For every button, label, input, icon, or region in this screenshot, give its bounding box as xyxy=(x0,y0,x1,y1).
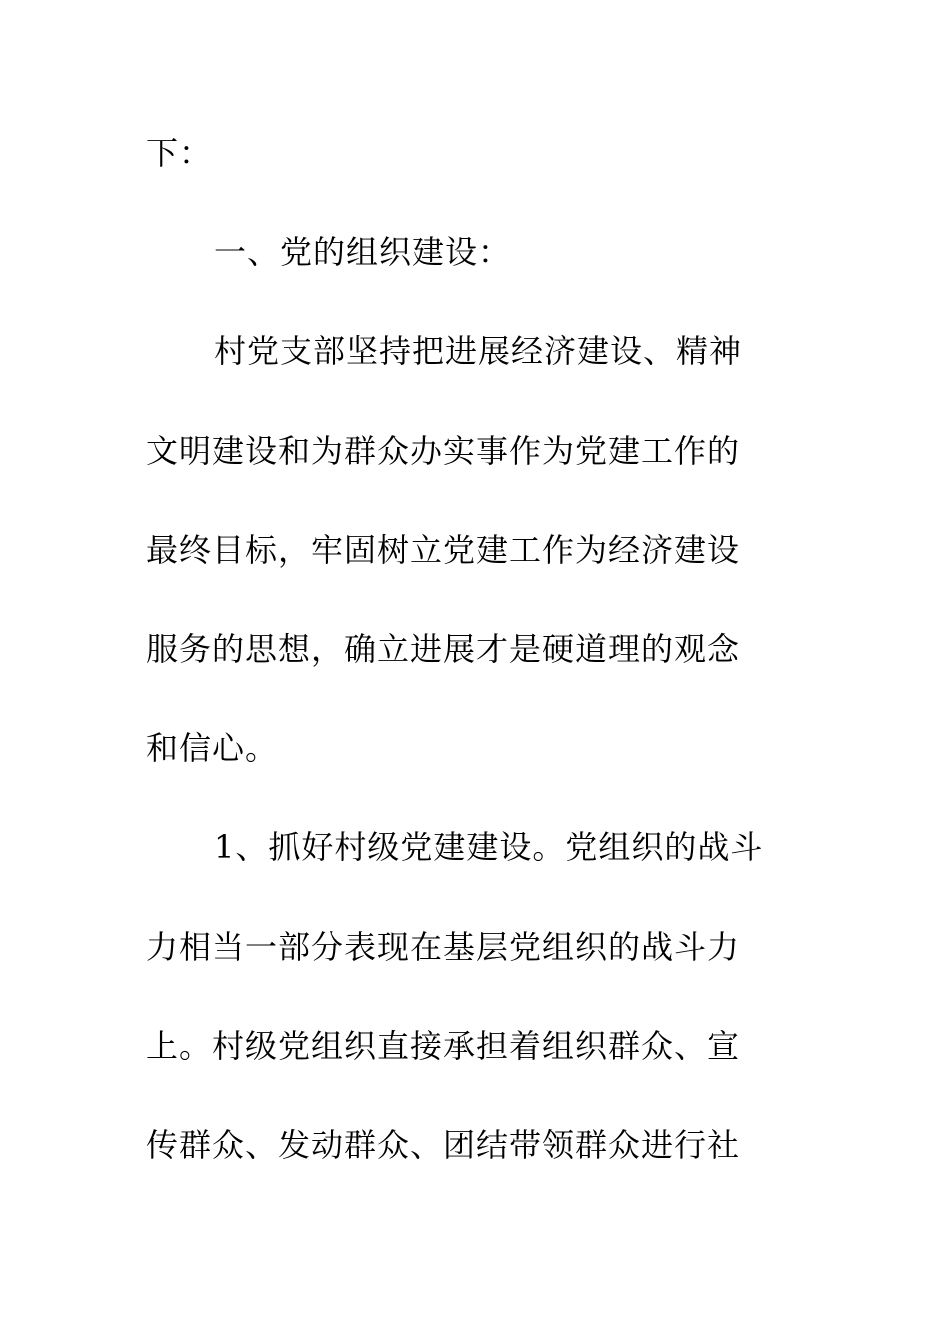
text-line: 传群众、发动群众、团结带领群众进行社 xyxy=(146,1126,741,1164)
section-heading: 一、党的组织建设： xyxy=(214,233,512,271)
text-line: 最终目标，牢固树立党建工作为经济建设 xyxy=(146,531,741,569)
text-line: 下： xyxy=(146,134,213,172)
text-line: 服务的思想，确立进展才是硬道理的观念 xyxy=(146,630,741,668)
text-line: 1、抓好村级党建建设。党组织的战斗 xyxy=(214,828,764,866)
text-line: 村党支部坚持把进展经济建设、精神 xyxy=(214,332,743,370)
text-line: 和信心。 xyxy=(146,729,279,767)
text-line: 上。村级党组织直接承担着组织群众、宣 xyxy=(146,1027,741,1065)
text-line: 文明建设和为群众办实事作为党建工作的 xyxy=(146,432,741,470)
text-line: 力相当一部分表现在基层党组织的战斗力 xyxy=(146,928,741,966)
